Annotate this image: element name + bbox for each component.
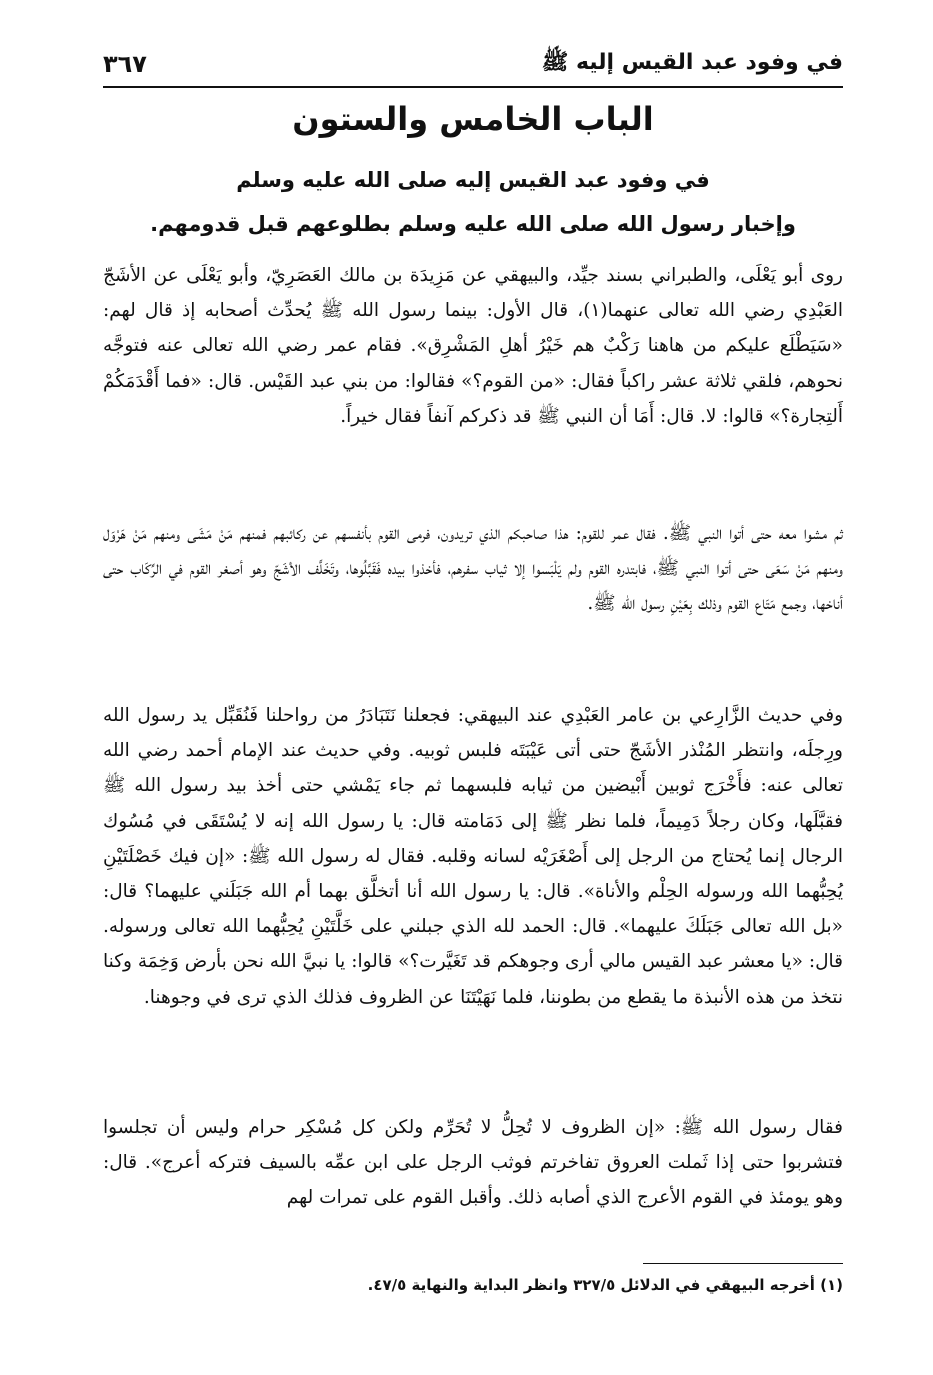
body-paragraph-3: وفي حديث الزَّارِعي بن عامر العَبْدِي عند البيهقي: فجعلنا نَتَبَادَرُ من رواحلنا فَنُقَبِّل يد رسول الله ورِجلَه، وانتظر المُنْذر الأشَجّ حتى أتى عَيْبَتَه فلبس ثوبيه. وفي حديث عند الإمام أحمد رضي الله تعالى عنه: فأَخْرَج ثوبين أَبْيضين من ثيابه فلبسهما ثم جاء يَمْشي حتى أخذ بيد رسول الله ﷺ فقبَّلَها، وكان رجلاً دَمِيماً، فلما نظر ﷺ إلى دَمَامته قال: يا رسول الله إنه لا يُسْتَقَى في مُسُوك الرجال إنما يُحتاج من الرجل إلى أَصْغَرَيْه لسانه وقلبه. فقال له رسول الله ﷺ: «إن فيك خَصْلَتَيْنِ يُحِبُّهما الله ورسوله الحِلْم والأناة». قال: يا رسول الله أنا أتخلَّق بهما أم الله جَبَلَني عليهما؟ قال: «بل الله تعالى جَبَلَكَ عليهما». قال: الحمد لله الذي جبلني على خَلَّتَيْنِ يُحِبُّهما الله تعالى ورسوله. قال: «يا معشر عبد القيس مالي أرى وجوهكم قد تَغَيَّرت؟» قالوا: يا نبيَّ الله نحن بأرض وَخِمَة وكنا نتخذ من هذه الأنبذة ما يقطع من بطوننا، فلما نَهَيْتَنَا عن الظروف فذلك الذي ترى في وجوهنا. bbox=[103, 705, 843, 1008]
chapter-subtitle-line-2: وإخبار رسول الله صلى الله عليه وسلم بطلوعهم قبل قدومهم. bbox=[150, 212, 796, 236]
running-header bbox=[103, 42, 843, 88]
footnote-divider bbox=[643, 1263, 843, 1264]
running-title: في وفود عبد القيس إليه ﷺ bbox=[541, 50, 843, 75]
chapter-title: الباب الخامس والستون bbox=[292, 100, 654, 138]
footnote: (١) أخرجه البيهقي في الدلائل ٣٢٧/٥ وانظر البداية والنهاية ٤٧/٥. bbox=[367, 1276, 843, 1294]
chapter-subtitle-line-1: في وفود عبد القيس إليه صلى الله عليه وسلم bbox=[236, 168, 710, 192]
body-paragraph-1: روى أبو يَعْلَى، والطبراني بسند جيِّد، والبيهقي عن مَزِيدَة بن مالك العَصَرِيّ، وأبو يَعْلَى عن الأشَجّ العَبْدِي رضي الله تعالى عنهما(١)، قال الأول: بينما رسول الله ﷺ يُحدِّث أصحابه إذ قال لهم: «سَيَطْلَع عليكم من هاهنا رَكْبٌ هم خَيْرُ أهلِ المَشْرِق». فقام عمر رضي الله تعالى عنه فتوجَّه نحوهم، فلقي ثلاثة عشر راكباً فقال: «من القوم؟» فقالوا: من بني عبد القَيْس. قال: «فما أَقْدَمَكُمْ أَلتِجارة؟» قالوا: لا. قال: أَمَا أن النبي ﷺ قد ذكركم آنفاً فقال خيراً. bbox=[103, 265, 843, 427]
page-number: ٣٦٧ bbox=[103, 50, 147, 78]
body-paragraph-4: فقال رسول الله ﷺ: «إن الظروف لا تُحِلُّ لا تُحَرِّم ولكن كل مُسْكِر حرام وليس أن تجلسوا فتشربوا حتى إذا ثَملت العروق تفاخرتم فوثب الرجل على ابن عمِّه بالسيف فتركه أعرج». قال: وهو يومئذ في القوم الأعرج الذي أصابه ذلك. وأقبل القوم على تمرات لهم bbox=[103, 1117, 843, 1209]
body-paragraph-2: ثم مشوا معه حتى أتوا النبي ﷺ. فقال عمر للقوم: هذا صاحبكم الذي تريدون، فرمى القوم بأنفسهم عن ركائبهم فمنهم مَنْ مَشَى ومنهم مَنْ هَرْوَل ومنهم مَنْ سَعَى حتى أتوا النبي ﷺ، فابتدره القوم ولم يَلْبَسوا إلا ثياب سفرهم، فأخذوا بيده فَقَبَّلُوها، وتَخَلَّف الأشَجّ وهو أصغر القوم في الرِّكَاب حتى أناخها، وجمع مَتَاع القوم وذلك بِعَيْنِ رسول الله ﷺ. bbox=[103, 523, 843, 615]
